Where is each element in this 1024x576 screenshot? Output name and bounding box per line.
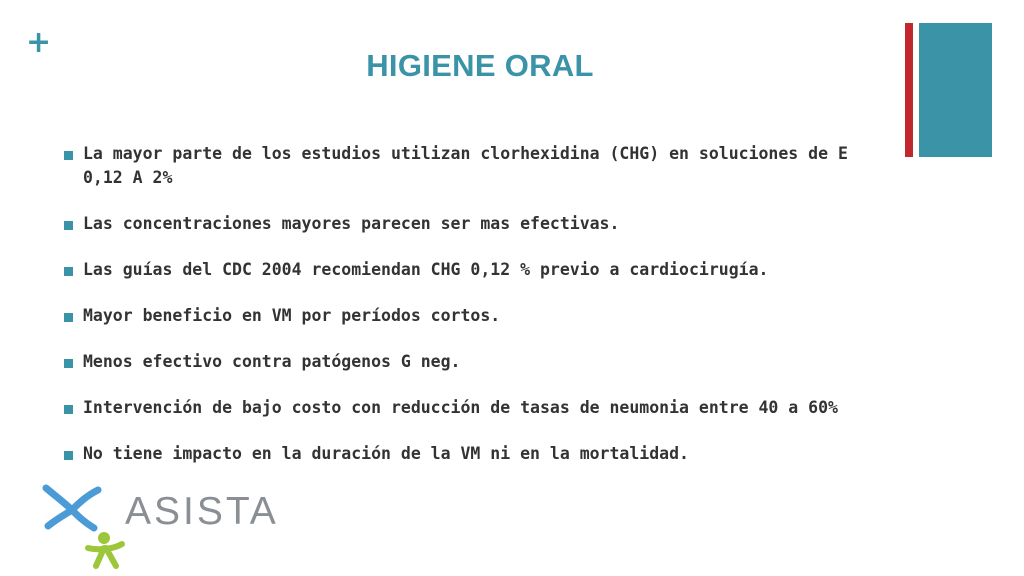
- logo-wordmark: ASISTA: [125, 490, 279, 533]
- bullet-text: Intervención de bajo costo con reducción de tasas de neumonia entre 40 a 60%: [83, 398, 838, 417]
- bullet-text: Menos efectivo contra patógenos G neg.: [83, 352, 461, 371]
- slide-title: HIGIENE ORAL: [366, 48, 594, 83]
- bullet-text: Las guías del CDC 2004 recomiendan CHG 0,12 % previo a cardiocirugía.: [83, 260, 769, 279]
- square-bullet-icon: [64, 405, 73, 414]
- square-bullet-icon: [64, 267, 73, 276]
- bullet-text: La mayor parte de los estudios utilizan clorhexidina (CHG) en soluciones de E 0,12 A 2%: [83, 144, 848, 187]
- bullet-item: [64, 442, 894, 466]
- bullet-item: [64, 304, 894, 328]
- bullet-list: [64, 142, 894, 488]
- blue-accent-block: [919, 23, 992, 157]
- bullet-text: No tiene impacto en la duración de la VM ni en la mortalidad.: [83, 444, 689, 463]
- person-x-logo-icon: [40, 478, 130, 570]
- bullet-item: [64, 142, 894, 190]
- bullet-item: [64, 212, 894, 236]
- square-bullet-icon: [64, 359, 73, 368]
- square-bullet-icon: [64, 451, 73, 460]
- bullet-text: Las concentraciones mayores parecen ser mas efectivas.: [83, 214, 620, 233]
- square-bullet-icon: [64, 221, 73, 230]
- red-accent-bar: [905, 23, 913, 157]
- square-bullet-icon: [64, 313, 73, 322]
- bullet-item: [64, 396, 894, 420]
- bullet-item: [64, 258, 894, 282]
- bullet-item: [64, 350, 894, 374]
- square-bullet-icon: [64, 151, 73, 160]
- plus-icon: +: [26, 25, 52, 60]
- bullet-text: Mayor beneficio en VM por períodos cortos.: [83, 306, 501, 325]
- asista-logo: [40, 478, 279, 570]
